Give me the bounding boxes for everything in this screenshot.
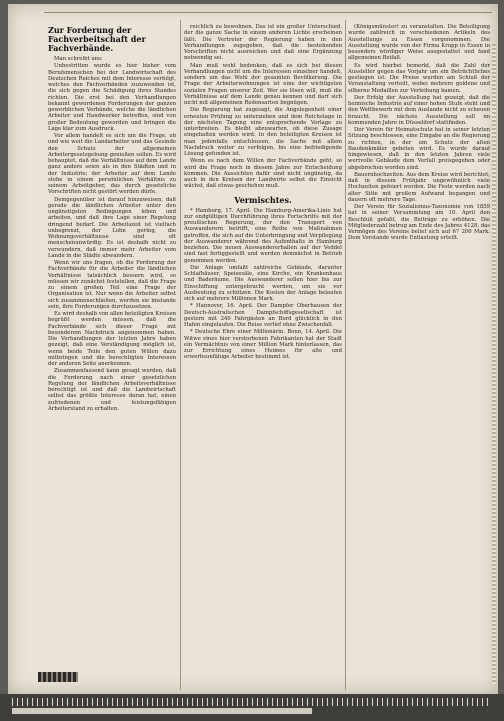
- paragraph: Die Regierung hat zugesagt, die Angelegenheit einer erneuten Prüfung zu unterziehen und dem Reichstage in der nächsten Tagung eine entsprechende Vorlage zu unterbreiten. Es bleibt abzuwarten, ob diese Zusage eingehalten werden wird. In den beteiligten Kreisen ist man jedenfalls entschlossen, die Sache mit allem Nachdruck weiter zu verfolgen, bis eine befriedigende Lösung gefunden ist.: [184, 107, 342, 157]
- paragraph: * Hamburg, 17. April. Die Hamburg-Amerika-Linie hat zur endgültigen Durchführung ihres Fortschritts mit der preußischen Regierung, der den Transport von Auswanderern betrifft, eine Reihe von Maßnahmen getroffen, die sich auf die Unterbringung und Verpflegung der Auswanderer während des Aufenthalts in Hamburg beziehen. Die neuen Auswandererhallen auf der Veddel sind fast fertiggestellt und werden demnächst in Betrieb genommen werden.: [184, 207, 342, 264]
- paragraph: Demgegenüber ist darauf hinzuweisen, daß gerade die ländlichen Arbeiter unter den ungünstigsten Bedingungen leben und arbeiten, und daß ihre Lage einer Regelung dringend bedarf. Die Arbeitszeit ist vielfach unbegrenzt, der Lohn gering, die Wohnungsverhältnisse sind oft menschenunwürdig. Es ist deshalb nicht zu verwundern, daß immer mehr Arbeiter vom Lande in die Städte abwandern.: [48, 196, 176, 259]
- paragraph: * Deutsche Ehre einer Millionärin. Bonn, 14. April. Die Witwe eines hier verstorbenen Fabrikanten hat der Stadt ein Vermächtnis von einer Million Mark hinterlassen, das zur Errichtung eines Heimes für alte und erwerbsunfähige Arbeiter bestimmt ist.: [184, 329, 342, 361]
- scan-ruler: [0, 694, 504, 721]
- paragraph: Es wird hierbei bemerkt, daß die Zahl der Aussteller gegen das Vorjahr um ein Beträchtliches gestiegen ist. Die Preise wurden am Schluß der Veranstaltung verteilt, wobei mehrere goldene und silberne Medaillen zur Verleihung kamen.: [348, 62, 490, 94]
- article-heading: Zur Forderung der Fachverbeitschaft der Fachverbände.: [48, 25, 146, 53]
- header-rule: [44, 12, 492, 13]
- section-heading: Vermischtes.: [234, 194, 292, 205]
- paragraph: (Königsmünster) zu veranstalten. Die Beteiligung wurde zahlreich in verschiedenen Artikeln des Ausstellungs zu Essen vorgenommen. Die Ausstellung wurde von der Firma Krupp in Essen in besonders würdiger Weise ausgestattet und fand allgemeinen Beifall.: [348, 24, 490, 62]
- paragraph: Bauernhochzeiten. Aus dem Kreise wird berichtet, daß in diesem Frühjahr ungewöhnlich viele Hochzeiten gefeiert werden. Die Feste werden nach alter Sitte mit großem Aufwand begangen und dauern oft mehrere Tage.: [348, 171, 490, 203]
- paragraph: Zusammenfassend kann gesagt werden, daß die Forderung nach einer gesetzlichen Regelung der ländlichen Arbeitsverhältnisse berechtigt ist und daß die Landwirtschaft selbst das größte Interesse daran hat, einen zufriedenen und leistungsfähigen Arbeiterstand zu erhalten.: [48, 368, 176, 412]
- newspaper-page: [8, 4, 498, 694]
- column-right: [348, 24, 490, 689]
- paragraph: Es wird deshalb von allen beteiligten Kreisen begrüßt werden müssen, daß die Fachverbände sich dieser Frage mit besonderem Nachdruck angenommen haben. Die Verhandlungen der letzten Jahre haben gezeigt, daß eine Verständigung möglich ist, wenn beide Teile den guten Willen dazu mitbringen und die berechtigten Interessen der anderen Seite anerkennen.: [48, 311, 176, 367]
- paragraph: Vor allem handelt es sich um die Frage, ob und wie weit die Landarbeiter und das Gesinde den Schutz der allgemeinen Arbeitergesetzgebung genießen sollen. Es wird behauptet, daß die Verhältnisse auf dem Lande ganz andere seien als in den Städten und in der Industrie; der Arbeiter auf dem Lande stehe in einem persönlichen Verhältnis zu seinem Arbeitgeber, das durch gesetzliche Vorschriften nicht gestört werden dürfe.: [48, 133, 176, 196]
- ruler-ticks: [12, 698, 492, 706]
- column-rule: [345, 20, 346, 690]
- column-left: [48, 24, 176, 689]
- scan-corner-mark: [38, 672, 78, 682]
- ruler-bar: [12, 708, 312, 714]
- paragraph: * Hannover, 16. April. Der Dampfer Oberhausen der Deutsch-Australischen Dampfschiffsgesellschaft ist gestern mit 240 Fahrgästen an Bord glücklich in den Hafen eingelaufen. Die Reise verlief ohne Zwischenfall.: [184, 303, 342, 328]
- paragraph: reichlich zu bewohnen. Das ist ein großer Unterschied, der die ganze Sache in einem anderen Lichte erscheinen läßt. Die Vertreter der Regierung haben in den Verhandlungen zugegeben, daß die bestehenden Vorschriften nicht ausreichen und daß eine Ergänzung notwendig sei.: [184, 24, 342, 62]
- paragraph: Man muß wohl bedenken, daß es sich bei diesen Verhandlungen nicht um die Interessen einzelner handelt, sondern um das Wohl der gesamten Bevölkerung. Die Frage der Arbeiterwohnungen ist eine der wichtigsten sozialen Fragen unserer Zeit. Wer sie lösen will, muß die Verhältnisse auf dem Lande genau kennen und darf sich nicht mit allgemeinen Redensarten begnügen.: [184, 62, 342, 106]
- paragraph: Man schreibt uns:: [54, 56, 103, 62]
- paragraph: Wenn wir uns fragen, ob die Forderung der Fachverbände für die Arbeiter die ländlichen Verhältnisse tatsächlich bessern wird, so müssen wir zunächst feststellen, daß die Frage zu einem großen Teil eine Frage der Organisation ist. Nur wenn die Arbeiter selbst sich zusammenschließen, werden sie imstande sein, ihre Forderungen durchzusetzen.: [48, 260, 176, 310]
- paragraph: Unbestritten wurde es hier bisher vom Berufsmenschen bei der Landwirtschaft des Deutschen Reiches mit dem Interesse verfolgt, welches den Fachverbänden zuzuwenden ist, die sich gegen die Schädigung ihres Standes richten. Die erst bei den Verhandlungen bekannt gewordenen Forderungen der ganzen gewerblichen Verbände, welche die ländlichen Arbeiter und Handwerker betreffen, sind von großer Bedeutung geworden und bringen die Lage klar zum Ausdruck.: [48, 63, 176, 132]
- paragraph: Wenn es nach dem Willen der Fachverbände geht, so wird die Frage noch in diesem Jahre zur Entscheidung kommen. Die Aussichten dafür sind nicht ungünstig, da auch in den Kreisen der Landwirte selbst die Einsicht wächst, daß etwas geschehen muß.: [184, 158, 342, 190]
- page-edge-shadow: [492, 44, 496, 684]
- column-rule: [180, 20, 181, 690]
- column-middle: [184, 24, 342, 689]
- paragraph: Der Verein für Heimatschutz hat in seiner letzten Sitzung beschlossen, eine Eingabe an die Regierung zu richten, in der um Schutz der alten Baudenkmäler gebeten wird. Es wurde darauf hingewiesen, daß in den letzten Jahren viele wertvolle Gebäude dem Verfall preisgegeben oder abgebrochen worden sind.: [348, 127, 490, 171]
- paragraph: Der Verein für Sozialismus-Taxonomie von 1859 hat in seiner Versammlung am 10. April den Beschluß gefaßt, die Beiträge zu erhöhen. Die Mitgliederzahl betrug am Ende des Jahres 4128, das Vermögen des Vereins belief sich auf 67 200 Mark. Dem Vorstande wurde Entlastung erteilt.: [348, 204, 490, 242]
- paragraph: Die Anlage umfaßt zahlreiche Gebäude, darunter Schlafhäuser, Speisesäle, eine Kirche, ein Krankenhaus und Baderäume. Die Auswanderer sollen hier bis zur Einschiffung untergebracht werden, um sie vor Ausbeutung zu schützen. Die Kosten der Anlage belaufen sich auf mehrere Millionen Mark.: [184, 264, 342, 302]
- paragraph: Der Erfolg der Ausstellung hat gezeigt, daß die heimische Industrie auf einer hohen Stufe steht und den Wettbewerb mit dem Auslande nicht zu scheuen braucht. Die nächste Ausstellung soll im kommenden Jahre in Düsseldorf stattfinden.: [348, 94, 490, 126]
